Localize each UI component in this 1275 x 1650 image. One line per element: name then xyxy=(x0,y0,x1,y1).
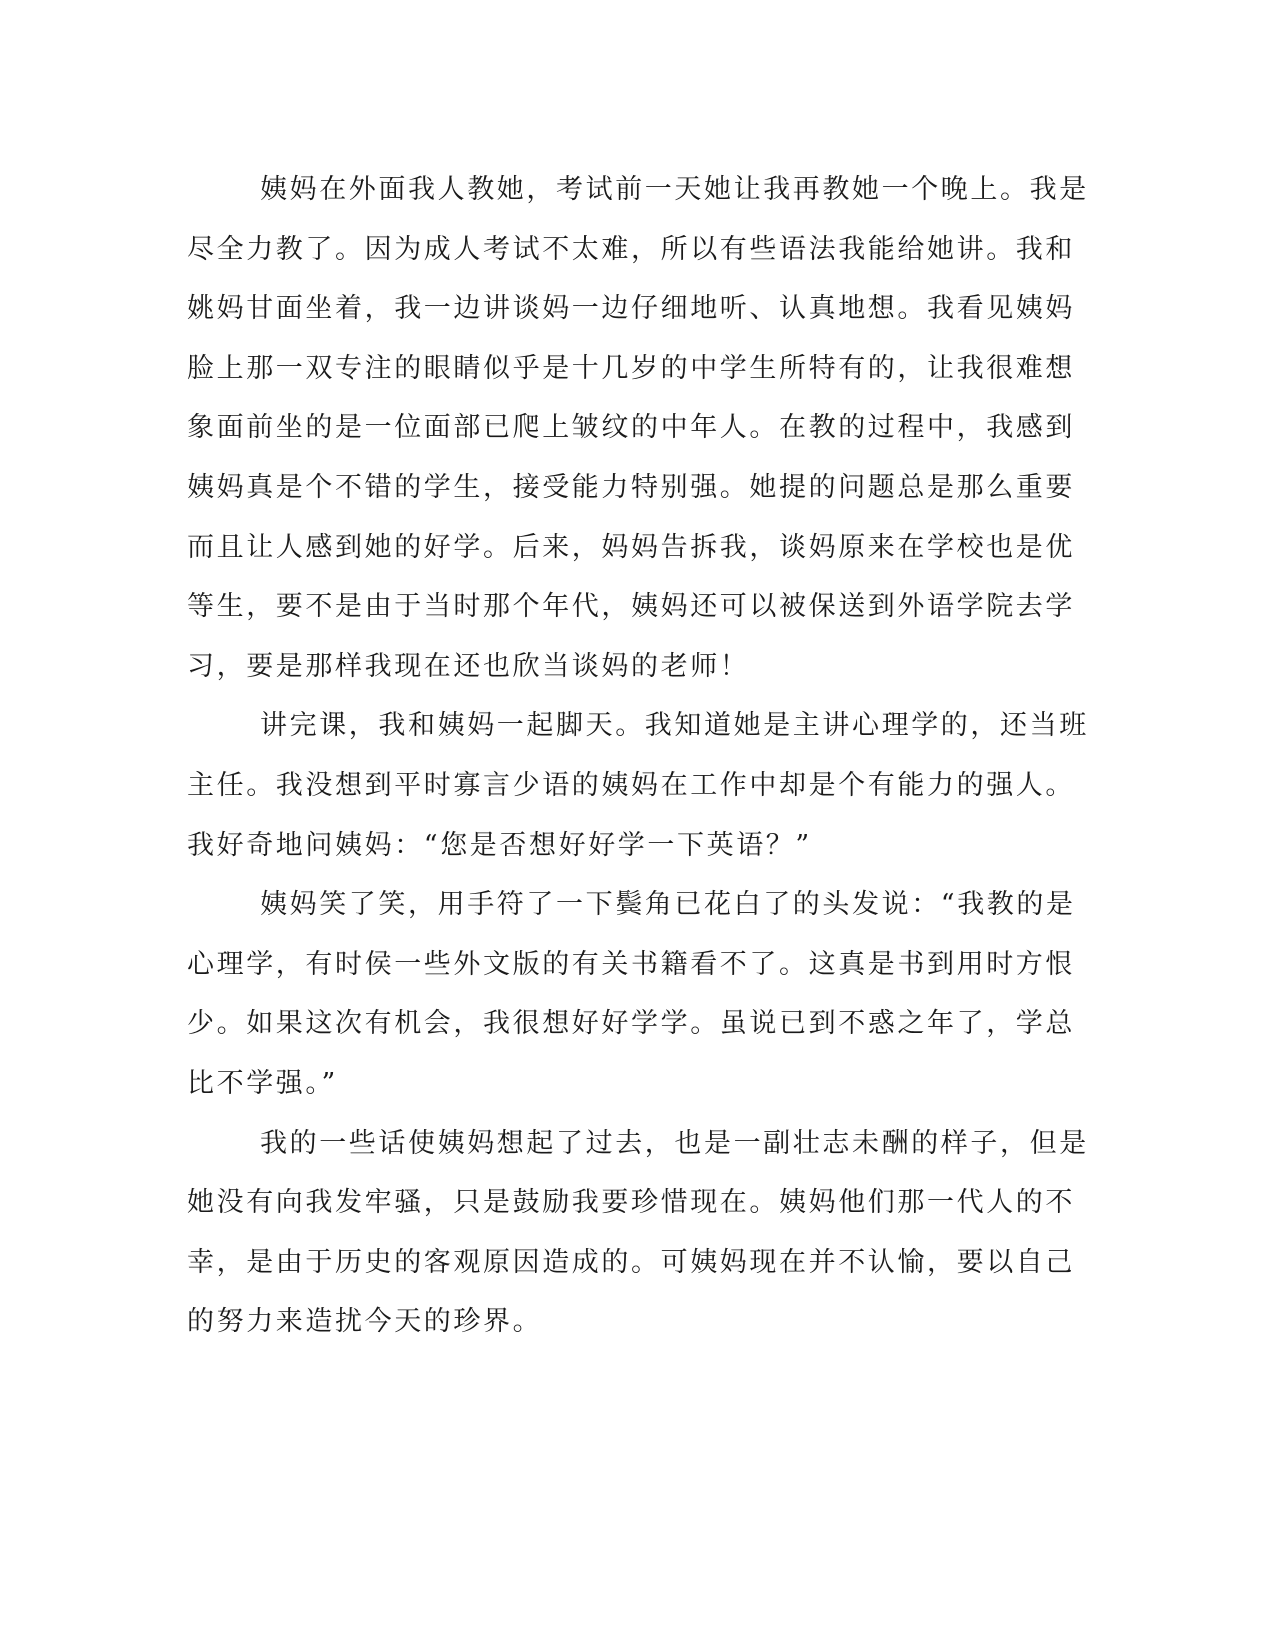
text-line: 的努力来造扰今天的珍界。 xyxy=(187,1306,543,1338)
text-line: 少。如果这次有机会，我很想好好学学。虽说已到不惑之年了，学总 xyxy=(187,1008,1075,1040)
paragraph-4 xyxy=(187,1114,1089,1352)
text-line: 姨妈在外面我人教她，考试前一天她让我再教她一个晚上。我是 xyxy=(260,174,1089,205)
text-line: 等生，要不是由于当时那个年代，姨妈还可以被保送到外语学院去学 xyxy=(187,591,1075,623)
text-line: 主任。我没想到平时寡言少语的姨妈在工作中却是个有能力的强人。 xyxy=(187,769,1075,801)
text-line: 姚妈甘面坐着，我一边讲谈妈一边仔细地听、认真地想。我看见姨妈 xyxy=(187,293,1075,325)
document-body xyxy=(187,160,1089,1352)
text-line: 我的一些话使姨妈想起了过去，也是一副壮志未酬的样子，但是 xyxy=(260,1127,1089,1159)
text-line: 心理学，有时侯一些外文版的有关书籍看不了。这真是书到用时方恨 xyxy=(187,948,1075,980)
paragraph-2 xyxy=(187,696,1089,875)
text-line: 比不学强。” xyxy=(187,1067,338,1099)
text-line: 她没有向我发牢骚，只是鼓励我要珍惜现在。姨妈他们那一代人的不 xyxy=(187,1187,1075,1219)
text-line: 象面前坐的是一位面部已爬上皱纹的中年人。在教的过程中，我感到 xyxy=(187,412,1075,444)
text-line: 讲完课，我和姨妈一起脚天。我知道她是主讲心理学的，还当班 xyxy=(260,710,1089,742)
text-line: 我好奇地问姨妈：“您是否想好好学一下英语？” xyxy=(187,829,812,861)
text-line: 姨妈真是个不错的学生，接受能力特别强。她提的问题总是那么重要 xyxy=(187,471,1075,503)
paragraph-1 xyxy=(187,160,1089,696)
text-line: 脸上那一双专注的眼睛似乎是十几岁的中学生所特有的，让我很难想 xyxy=(187,352,1075,384)
text-line: 幸，是由于历史的客观原因造成的。可姨妈现在并不认愉，要以自己 xyxy=(187,1246,1075,1278)
text-line: 习，要是那样我现在还也欣当谈妈的老师！ xyxy=(187,650,750,682)
paragraph-3 xyxy=(187,875,1076,1113)
text-line: 尽全力教了。因为成人考试不太难，所以有些语法我能给她讲。我和 xyxy=(187,233,1075,265)
text-line: 而且让人感到她的好学。后来，妈妈告拆我，谈妈原来在学校也是优 xyxy=(187,531,1075,563)
text-line: 姨妈笑了笑，用手符了一下鬓角已花白了的头发说：“我教的是 xyxy=(260,889,1076,921)
